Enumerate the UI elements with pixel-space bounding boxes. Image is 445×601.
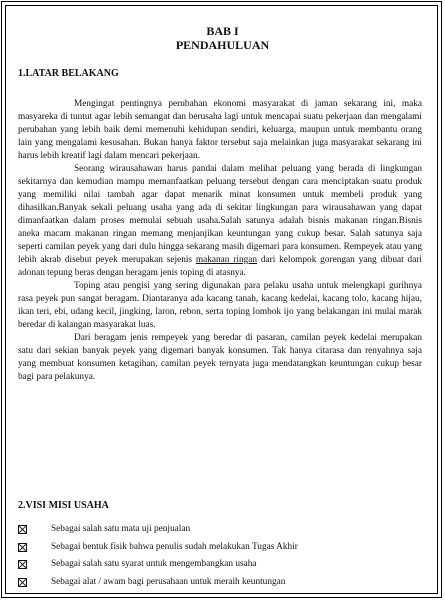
paragraph-4: Dari beragam jenis rempeyek yang beredar di pasaran, camilan peyek kedelai merupakan satu dari sekian banyak peyek yang digemari banyak konsumen. Tak hanya citarasa dan renyahnya saja yang membuat konsumen ketagihan, camilan peyek ternyata juga mendatangkan keuntungan cukup besar bagi para pelakunya. bbox=[18, 333, 422, 382]
list-item-text: Sebagai bentuk fisik bahwa penulis sudah melakukan Tugas Akhir bbox=[51, 541, 298, 552]
section-heading-latar-belakang: 1.LATAR BELAKANG bbox=[18, 68, 119, 79]
list-item-text: Sebagai salah satu mata uji penjualan bbox=[51, 524, 191, 534]
list-item bbox=[18, 521, 298, 539]
list-item-text: Sebagai alat / awam bagi perusahaan untuk meraih keuntungan bbox=[51, 576, 286, 587]
chapter-number: BAB I bbox=[206, 24, 239, 38]
paragraph-2-text-a: Seorang wirausahawan harus pandai dalam melihat peluang yang berada di lingkungan sekitarnya dan kemudian mampu memanfaatkan peluang tersebut dengan cara menciptakan suatu produk yang memiliki nilai tambah agar dapat menarik minat konsumen untuk membeli produk yang dihasilkan.Banyak sekali peluang usaha yang ada di sekitar lingkungan para wirausahawan yang dapat dimanfaatkan dalam proses memulai sebuah usaha.Salah satunya adalah bisnis makanan ringan.Bisnis aneka macam makanan ringan memang menjanjikan keuntungan yang cukup besar. Salah satunya saja seperti camilan peyek yang dari dulu hingga sekarang masih digemari para konsumen. Rempeyek atau yang lebih akrab disebut peyek merupakan sejenis bbox=[18, 164, 422, 265]
list-item bbox=[18, 539, 298, 557]
list-item bbox=[18, 574, 298, 592]
paragraph-3: Toping atau pengisi yang sering digunakan para pelaku usaha untuk melengkapi gurihnya rasa peyek pun sangat beragam. Diantaranya ada kacang tanah, kacang kedelai, kacang tolo, kacang hijau, ikan teri, ebi, udang kecil, jingking, laron, rebon, serta toping lombok ijo yang belakangan ini mulai marak beredar di kalangan masyarakat luas. bbox=[18, 281, 422, 330]
paragraph-2-text-b: dari kelompok gorengan yang dibuat dari adonan tepung beras dengan beragam jenis toping di atasnya. bbox=[18, 255, 423, 278]
checkbox-x-icon bbox=[18, 560, 27, 569]
list-item-text: Sebagai salah satu syarat untuk mengembangkan usaha bbox=[51, 559, 257, 570]
underlined-term: makanan ringan bbox=[195, 255, 258, 265]
paragraph-1: Mengingat pentingnya perubahan ekonomi masyarakat di jaman sekarang ini, maka masyareka di tuntut agar lebih semangat dan berusaha lagi untuk mencapai suatu pekerjaan dan mengalami perubahan yang lebih baik demi memenuhi kehidupan sendiri, keluarga, maupun untuk membantu orang lain yang mengalami kesusahan. Bukan hanya faktor tersebut saja melainkan juga masyarakat sekarang ini harus lebih kreatif lagi dalam mencari pekerjaan. bbox=[18, 99, 422, 161]
mission-list bbox=[18, 521, 298, 591]
chapter-title: PENDAHULUAN bbox=[175, 38, 270, 52]
checkbox-x-icon bbox=[18, 543, 27, 552]
section-heading-visi-misi: 2.VISI MISI USAHA bbox=[18, 500, 109, 511]
paragraph-2 bbox=[18, 163, 422, 280]
section-body-latar-belakang bbox=[18, 98, 422, 384]
checkbox-x-icon bbox=[18, 525, 27, 534]
list-item bbox=[18, 556, 298, 574]
checkbox-x-icon bbox=[18, 578, 27, 587]
